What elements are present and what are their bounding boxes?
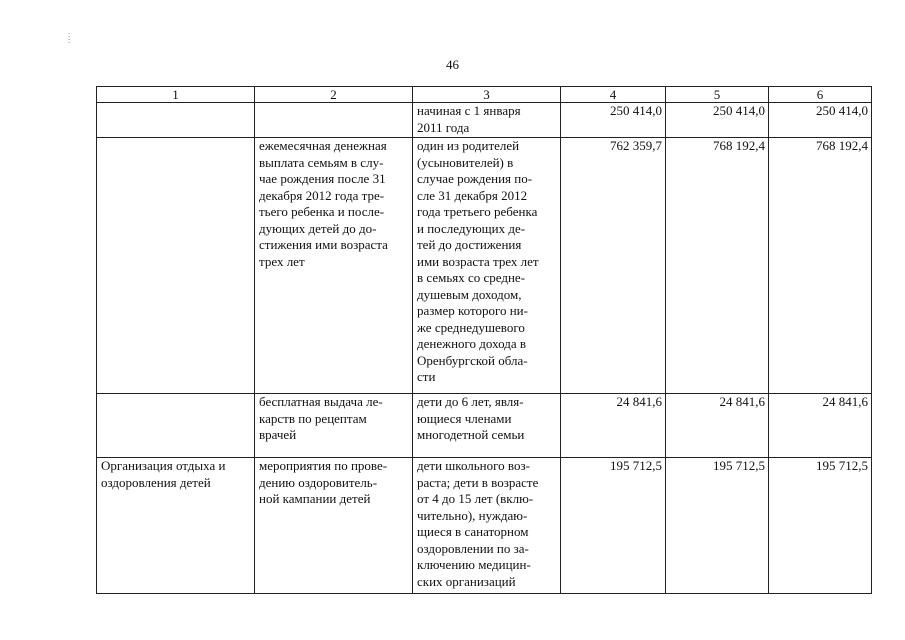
table-row: [97, 394, 872, 458]
cell-value-col6: 195 712,5: [769, 458, 872, 594]
header-col-5: 5: [666, 87, 769, 103]
table-row: [97, 103, 872, 138]
cell-measure: [255, 103, 413, 138]
cell-recipients: начиная с 1 января 2011 года: [413, 103, 561, 138]
cell-recipients: один из родителей (усыновителей) в случае рождения по- сле 31 декабря 2012 года третьего ребенка и последующих де- тей до достижения ими возраста трех лет в семьях со средне- душевым доходом, размер которого ни- же среднедушевого денежного дохода в Оренбургской обла- сти: [413, 138, 561, 394]
cell-value-col5: 768 192,4: [666, 138, 769, 394]
cell-value-col6: 250 414,0: [769, 103, 872, 138]
header-col-1: 1: [97, 87, 255, 103]
cell-recipients: дети до 6 лет, явля- ющиеся членами многодетной семьи: [413, 394, 561, 458]
cell-value-col5: 250 414,0: [666, 103, 769, 138]
cell-measure: ежемесячная денежная выплата семьям в слу- чае рождения после 31 декабря 2012 года тре- тьего ребенка и после- дующих детей до до- стижения ими возраста трех лет: [255, 138, 413, 394]
cell-measure: мероприятия по прове- дению оздоровитель- ной кампании детей: [255, 458, 413, 594]
cell-measure: бесплатная выдача ле- карств по рецептам врачей: [255, 394, 413, 458]
cell-area: [97, 103, 255, 138]
cell-value-col4: 762 359,7: [561, 138, 666, 394]
cell-value-col4: 24 841,6: [561, 394, 666, 458]
cell-value-col5: 195 712,5: [666, 458, 769, 594]
cell-area: [97, 138, 255, 394]
cell-value-col6: 24 841,6: [769, 394, 872, 458]
header-col-2: 2: [255, 87, 413, 103]
margin-mark: : :: [68, 30, 71, 45]
header-row: [97, 87, 872, 103]
header-col-3: 3: [413, 87, 561, 103]
cell-value-col6: 768 192,4: [769, 138, 872, 394]
table-row: [97, 458, 872, 594]
cell-value-col4: 195 712,5: [561, 458, 666, 594]
table-row: [97, 138, 872, 394]
cell-value-col5: 24 841,6: [666, 394, 769, 458]
cell-area: Организация отдыха и оздоровления детей: [97, 458, 255, 594]
cell-area: [97, 394, 255, 458]
header-col-4: 4: [561, 87, 666, 103]
cell-value-col4: 250 414,0: [561, 103, 666, 138]
cell-recipients: дети школьного воз- раста; дети в возрасте от 4 до 15 лет (вклю- чительно), нуждаю- щиеся в санаторном оздоровлении по за- ключению медицин- ских организаций: [413, 458, 561, 594]
page-number: 46: [446, 57, 459, 72]
header-col-6: 6: [769, 87, 872, 103]
budget-table: [96, 86, 872, 594]
